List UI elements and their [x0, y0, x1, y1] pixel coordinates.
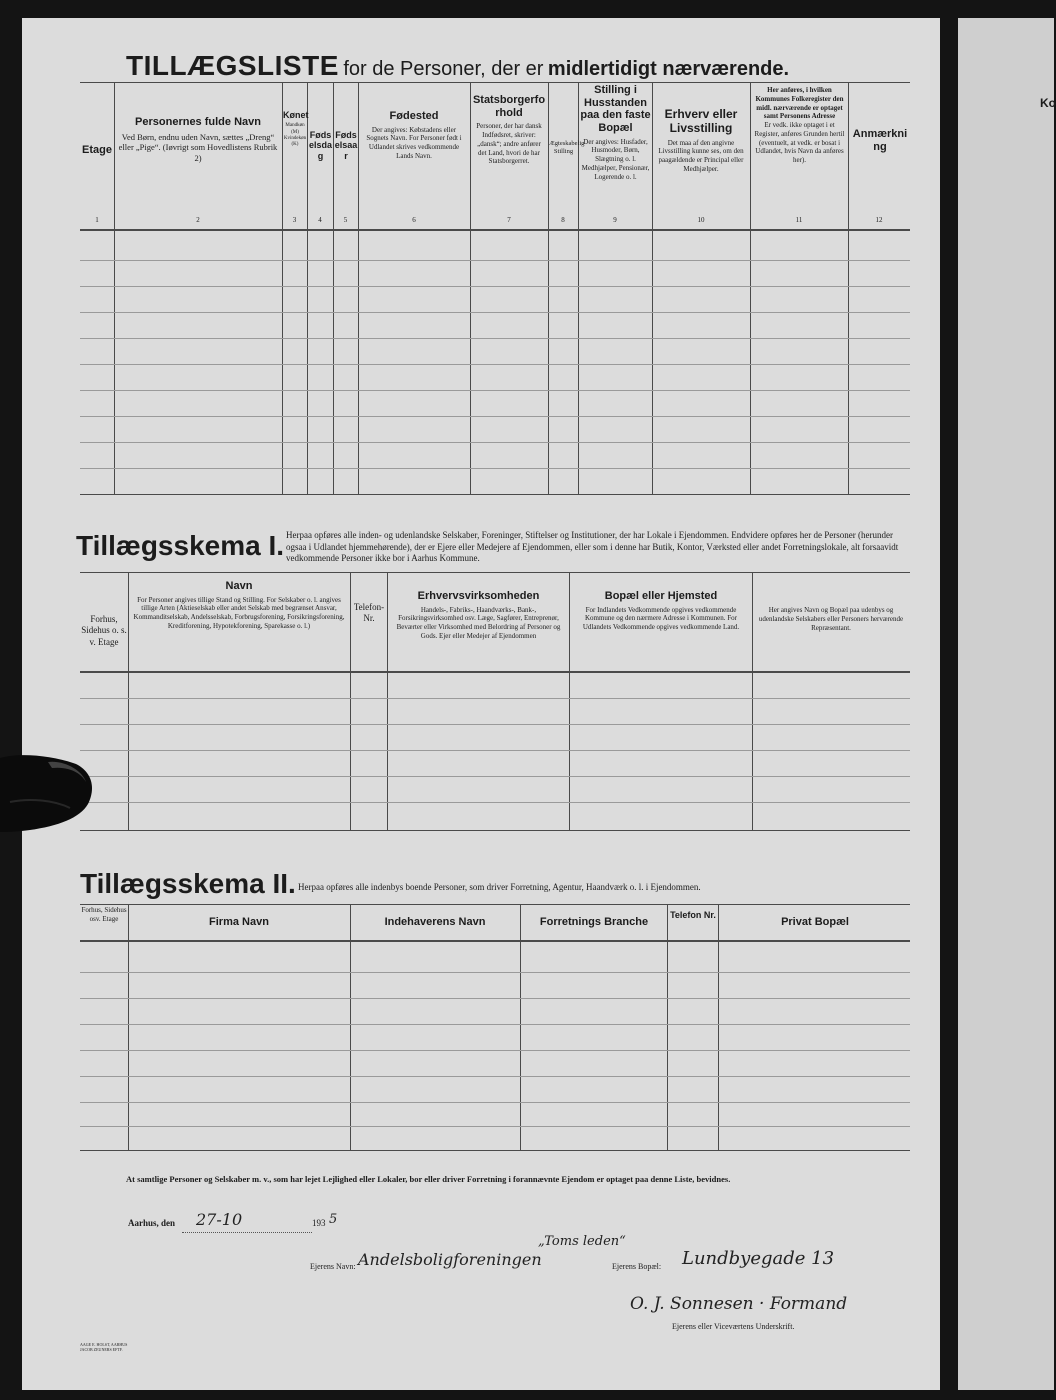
- skema1-description: Herpaa opføres alle inden- og udenlandske Selskaber, Foreninger, Stiftelser og Institutioner, der har Lokale i Ejendommen. Endvidere opføres her de Personer (herunder ogsaa i Udlandet hjemmehørende), der er Ejere eller Medejere af Ejendommen, eller som i denne har Butik, Kontor, Værksted eller andet Forretningslokale, alt forsaavidt vedkommende Personer ikke bor i Aarhus Kommune.: [286, 530, 899, 564]
- col-number: 3: [292, 216, 297, 224]
- header-kon: Kønet Mandkøn (M) Kvindekøn (K): [283, 110, 309, 148]
- skema2-header-firma: Firma Navn: [209, 916, 269, 928]
- date-handwritten: 27-10: [196, 1210, 243, 1229]
- owner-address-value: Lundbyegade 13: [682, 1248, 835, 1269]
- skema2-title: Tillægsskema II.: [80, 868, 296, 899]
- owner-name-extra: „Toms leden“: [538, 1234, 626, 1249]
- col-number: 6: [412, 216, 416, 224]
- census-form-page: [22, 18, 940, 1390]
- skema1-header-etage: Forhus, Sidehus o. s. v. Etage: [81, 614, 127, 647]
- skema1-header-repraesentant: Her angives Navn og Bopæl paa udenbys og udenlandske Selskabers eller Personers herværende Repræsentant.: [758, 606, 904, 632]
- owner-address-label: Ejerens Bopæl:: [612, 1262, 662, 1271]
- facing-page-edge: [958, 18, 1054, 1390]
- signature-label: Ejerens eller Viceværtens Underskrift.: [672, 1322, 795, 1331]
- title-main: TILLÆGSLISTE: [126, 50, 339, 81]
- header-stilling-husstand: Stilling i Husstanden paa den faste Bopæl Der angives: Husfader, Husmoder, Børn, Slægtning o. l. Medhjælper, Pensionær, Logerende o. l.: [580, 84, 651, 181]
- facing-page-fragment: Ko: [1040, 96, 1056, 110]
- col-number: 7: [507, 216, 511, 224]
- year-handwritten: 5: [329, 1212, 338, 1227]
- header-anmaerkning: Anmærkning: [852, 128, 908, 153]
- title-emphasis: midlertidigt nærværende.: [547, 58, 790, 80]
- form-title: [126, 50, 789, 82]
- col-number: 9: [613, 216, 617, 224]
- col-number: 12: [875, 216, 883, 224]
- skema2-header-indehaver: Indehaverens Navn: [384, 916, 486, 928]
- header-folkeregister: Her anføres, i hvilken Kommunes Folkeregister den midl. nærværende er optaget samt Personens Adresse Er vedk. ikke optaget i et Register, anføres Grunden hertil (eventuelt, at vedk. er bosat i Udlandet, hvis Navn da anføres her).: [754, 86, 845, 164]
- skema1-header-erhverv: Erhvervsvirksomheden Handels-, Fabriks-, Haandværks-, Bank-, Forsikringsvirksomhed osv. Læge, Sagfører, Entreprenør, Beværter eller Virksomhed med Belordring af Personer og Gods. Ejer eller Medejer af Ejendommen: [396, 590, 561, 640]
- skema1-title: Tillægsskema I.: [76, 530, 285, 561]
- declaration-text: At samtlige Personer og Selskaber m. v., som har lejet Lejlighed eller Lokaler, bor eller driver Forretning i forannævnte Ejendom er optaget paa denne Liste, bevidnes.: [126, 1174, 731, 1184]
- col-number: 10: [697, 216, 705, 224]
- title-for: for de Personer, der er: [343, 58, 544, 80]
- header-fodselsaar: Fødselsaar: [334, 130, 358, 161]
- col-number: 11: [795, 216, 803, 224]
- skema2-header-telefon: Telefon Nr.: [670, 910, 716, 920]
- header-fodested: Fødested Der angives: Købstadens eller Sognets Navn. For Personer født i Udlandet skrives vedkommende Lands Navn.: [366, 110, 462, 160]
- col-number: 5: [343, 216, 348, 224]
- owner-name-label: Ejerens Navn:: [310, 1262, 356, 1271]
- col-number: 4: [318, 216, 322, 224]
- place-label: Aarhus, den: [128, 1218, 176, 1228]
- signature: O. J. Sonnesen · Formand: [630, 1294, 848, 1314]
- skema2-description: Herpaa opføres alle indenbys boende Personer, som driver Forretning, Agentur, Haandværk o. l. i Ejendommen.: [298, 882, 701, 892]
- skema1-header-navn: Navn For Personer angives tillige Stand og Stilling. For Selskaber o. l. angives tillige Arten (Aktieselskab eller andet Selskab med begrænset Ansvar, Kommanditselskab, Andelsselskab, Forbrugsforening, Forsikringsforening, Kreditforening, Hypotekforening, Sparekasse o. l.): [133, 580, 345, 630]
- owner-name-value: Andelsboligforeningen: [358, 1250, 542, 1269]
- header-statsborgerforhold: Statsborgerforhold Personer, der har dansk Indfødsret, skriver: „dansk“; andre anfører det Land, hvori de har Statsborgerret.: [472, 94, 546, 166]
- col-number: 1: [95, 216, 99, 224]
- header-aegteskabelig: Ægteskabelig Stilling: [549, 140, 585, 156]
- thumb-holding-page: [0, 752, 100, 834]
- skema1-header-telefon: Telefon-Nr.: [353, 602, 385, 624]
- year-printed: 193: [312, 1218, 326, 1228]
- col-number: 2: [196, 216, 200, 224]
- header-fodselsdag: Fødselsdag: [308, 130, 332, 161]
- skema2-header-privat-bopael: Privat Bopæl: [781, 916, 849, 928]
- skema2-header-branche: Forretnings Branche: [539, 916, 649, 928]
- header-etage: Etage: [82, 144, 112, 156]
- skema2-header-etage: Forhus, Sidehus osv. Etage: [81, 906, 127, 923]
- header-erhverv: Erhverv eller Livsstilling Det maa af den angivne Livsstilling kunne ses, om den paagældende er Principal eller Medhjælper.: [658, 107, 744, 173]
- col-number: 8: [561, 216, 565, 224]
- printer-mark: AAGE E. HOLST, AARHUS JACOB ZEUNERS EFTF.: [80, 1342, 128, 1353]
- header-navn: Personernes fulde Navn Ved Børn, endnu uden Navn, sættes „Dreng“ eller „Pige“. (Iøvrigt som Hovedlistens Rubrik 2): [118, 116, 278, 163]
- skema1-header-bopael: Bopæl eller Hjemsted For Indlandets Vedkommende opgives vedkommende Kommune og den nærmere Adresse i Kommunen. For Udlandets Vedkommende opgives vedkommende Land.: [582, 590, 740, 632]
